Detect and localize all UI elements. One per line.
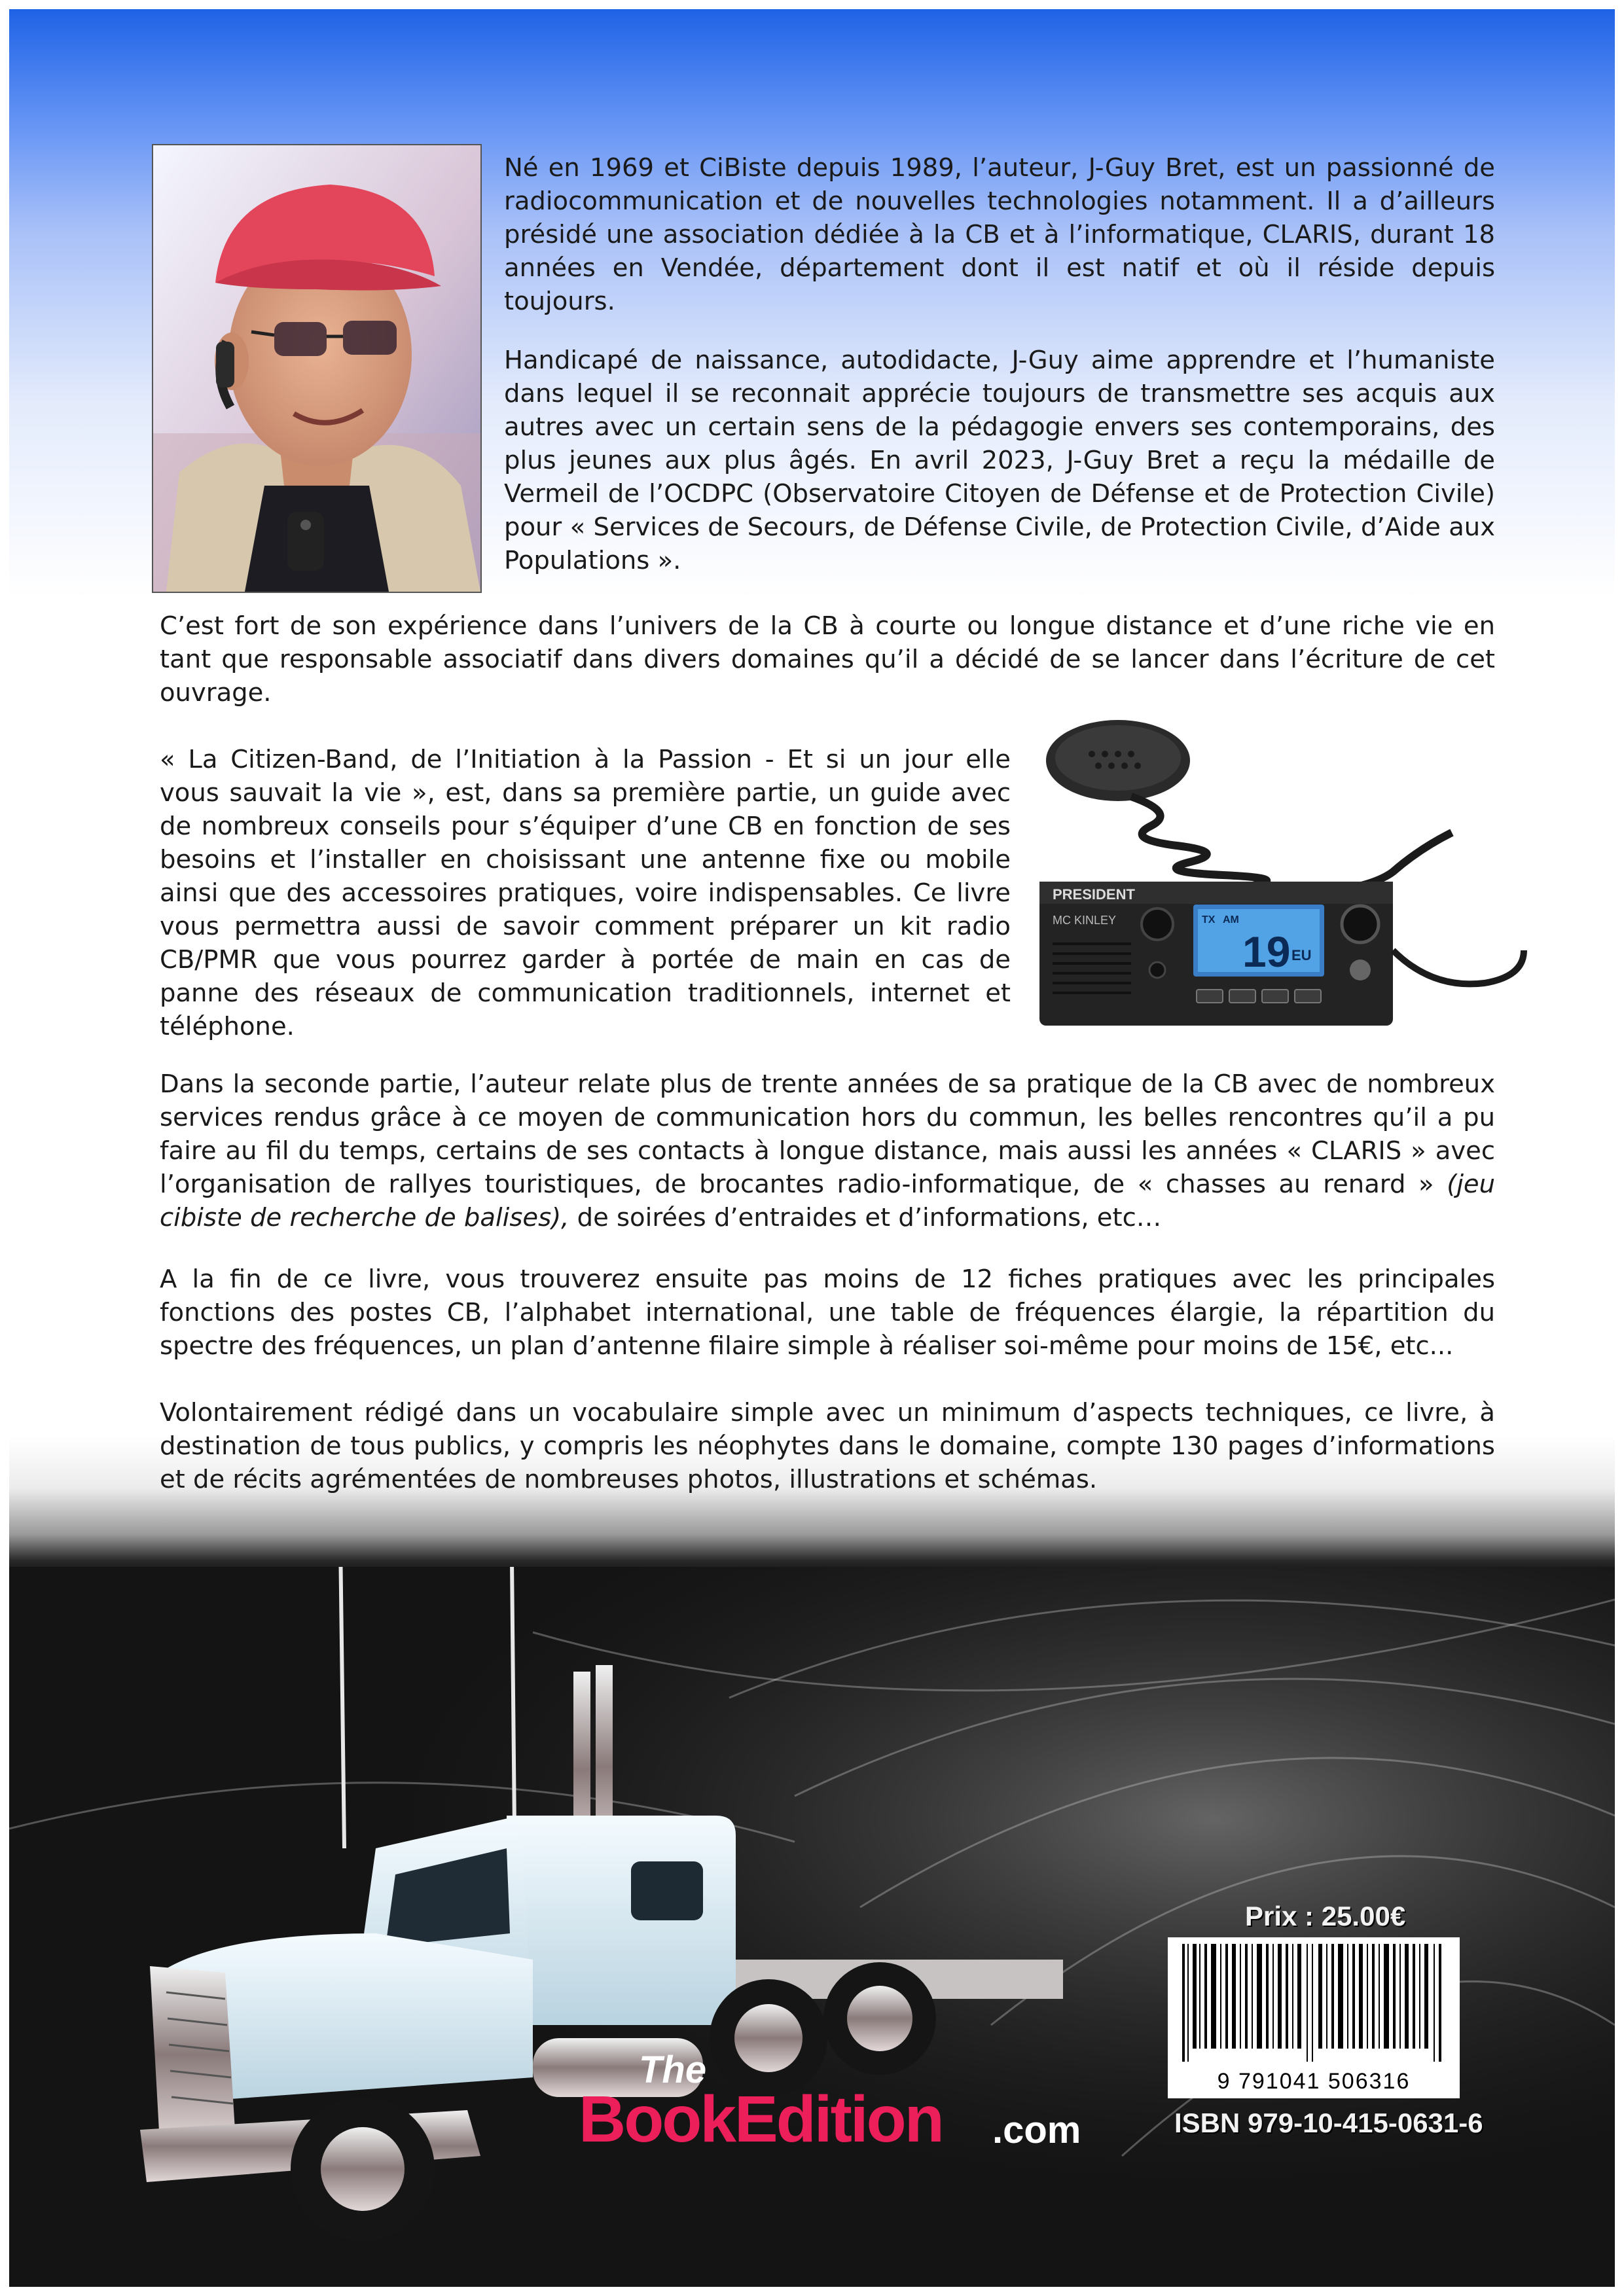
publisher-logo-the: The [639,2049,707,2091]
publisher-logo-name: BookEdition [579,2083,943,2156]
publisher-logo [579,2048,1122,2172]
radio-brand: PRESIDENT [1053,886,1135,903]
book-part-one-paragraph: « La Citizen-Band, de l’Initiation à la Passion - Et si un jour elle vous sauvait la vie », est, dans sa première partie, un guide avec de nombreux conseils pour s’équiper d’une CB en fonction de ses besoins et l’installer en choisissant une antenne fixe ou mobile ainsi que des accessoires pratiques, voire indispensables. Ce livre vous permettra aussi de savoir comment préparer un kit radio CB/PMR que vous pourrez garder à portée de main en cas de panne des réseaux de communication traditionnels, internet et téléphone. [160,745,1011,1041]
book-back-cover [9,9,1615,2287]
barcode-bars [1168,1937,1460,2068]
summary-paragraph: Volontairement rédigé dans un vocabulaire simple avec un minimum d’aspects techniques, ce livre, à destination de tous publics, y compris les néophytes dans le domaine, compte 130 pages d’informations et de récits agrémentées de nombreuses photos, illustrations et schémas. [160,1398,1495,1494]
radio-model: MC KINLEY [1053,914,1117,927]
radio-mode-indicator: AM [1223,914,1239,925]
part-two-italic-text: (jeu cibiste de recherche de balises), [160,1170,1495,1232]
isbn-label: ISBN 979-10-415-0631-6 [1174,2108,1483,2138]
cb-radio-illustration [1026,715,1534,1035]
part-two-end-text: de soirées d’entraides et d’informations, etc… [577,1203,1162,1232]
radio-tx-indicator: TX [1202,914,1216,925]
publisher-logo-suffix: .com [992,2109,1081,2151]
experience-paragraph: C’est fort de son expérience dans l’univers de la CB à courte ou longue distance et d’une riche vie en tant que responsable associatif dans divers domaines qu’il a décidé de se lancer dans l’écriture de cet ouvrage. [160,611,1495,708]
barcode-number: 9 791041 506316 [1217,2069,1411,2094]
author-bio-paragraph: Né en 1969 et CiBiste depuis 1989, l’auteur, J-Guy Bret, est un passionné de radiocommunication et de nouvelles technologies notamment. Il a d’ailleurs présidé une association dédiée à la CB et à l’informatique, CLARIS, durant 18 années en Vendée, département dont il est natif et où il réside depuis toujours. [504,153,1495,316]
book-part-two-paragraph [160,1067,1495,1234]
radio-band-display: EU [1291,947,1312,963]
cb-radio-photo [1026,715,1534,1035]
author-history-paragraph: Handicapé de naissance, autodidacte, J-Guy aime apprendre et l’humaniste dans lequel il se reconnait apprécie toujours de transmettre ses acquis aux autres avec un certain sens de la pédagogie envers ses contemporains, des plus jeunes aux plus âgés. En avril 2023, J-Guy Bret a reçu la médaille de Vermeil de l’OCDPC (Observatoire Citoyen de Défense et de Protection Civile) pour « Services de Secours, de Défense Civile, de Protection Civile, d’Aide aux Populations ». [504,346,1495,575]
part-two-main-text: Dans la seconde partie, l’auteur relate plus de trente années de sa pratique de la CB avec de nombreux services rendus grâce à ce moyen de communication hors du commun, les belles rencontres qu’il a pu faire au fil du temps, certains de ses contacts à longue distance, mais aussi les années « CLARIS » avec l’organisation de rallyes touristiques, de brocantes radio-informatique, de « chasses au renard » [160,1069,1495,1199]
appendix-paragraph: A la fin de ce livre, vous trouverez ensuite pas moins de 12 fiches pratiques avec les principales fonctions des postes CB, l’alphabet international, une table de fréquences élargie, la répartition du spectre des fréquences, un plan d’antenne filaire simple à réaliser soi-même pour moins de 15€, etc... [160,1265,1495,1361]
author-photo-illustration [153,145,480,592]
author-portrait [152,144,482,593]
barcode [1168,1937,1460,2098]
price-label: Prix : 25.00€ [1245,1901,1406,1931]
radio-channel-display: 19 [1242,927,1291,976]
